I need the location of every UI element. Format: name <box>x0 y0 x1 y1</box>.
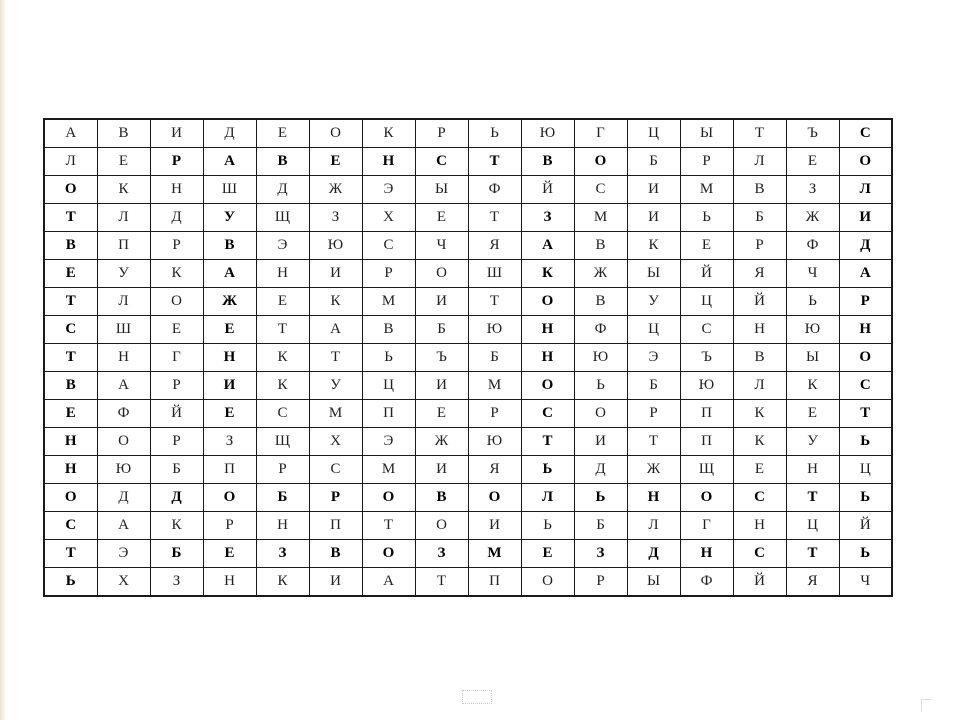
grid-cell[interactable]: Ю <box>97 456 150 484</box>
grid-cell[interactable]: Б <box>733 204 786 232</box>
grid-row <box>44 260 892 288</box>
grid-cell[interactable]: А <box>309 316 362 344</box>
grid-cell[interactable]: Й <box>521 176 574 204</box>
grid-cell[interactable]: Э <box>362 176 415 204</box>
grid-cell[interactable]: Э <box>362 428 415 456</box>
grid-cell[interactable]: Р <box>256 456 309 484</box>
grid-cell[interactable]: Д <box>839 232 892 260</box>
grid-cell[interactable]: Т <box>44 288 97 316</box>
grid-cell[interactable]: Т <box>627 428 680 456</box>
grid-cell[interactable]: Е <box>44 260 97 288</box>
grid-row <box>44 372 892 400</box>
grid-cell[interactable]: О <box>44 484 97 512</box>
grid-cell[interactable]: Е <box>733 456 786 484</box>
grid-cell[interactable]: Е <box>415 400 468 428</box>
grid-cell[interactable]: Ь <box>839 428 892 456</box>
grid-cell[interactable]: В <box>362 316 415 344</box>
grid-cell[interactable]: Ж <box>574 260 627 288</box>
grid-cell[interactable]: Е <box>786 400 839 428</box>
grid-cell[interactable]: Р <box>150 372 203 400</box>
grid-cell[interactable]: К <box>150 260 203 288</box>
grid-cell[interactable]: Д <box>97 484 150 512</box>
grid-cell[interactable]: К <box>362 119 415 148</box>
grid-cell[interactable]: Ю <box>786 316 839 344</box>
grid-cell[interactable]: Л <box>44 148 97 176</box>
grid-row <box>44 456 892 484</box>
grid-cell[interactable]: Х <box>362 204 415 232</box>
grid-cell[interactable]: О <box>309 119 362 148</box>
grid-cell[interactable]: Н <box>203 344 256 372</box>
grid-cell[interactable]: Ю <box>309 232 362 260</box>
grid-cell[interactable]: А <box>44 119 97 148</box>
grid-cell[interactable]: Ж <box>203 288 256 316</box>
grid-cell[interactable]: Н <box>521 316 574 344</box>
grid-cell[interactable]: Н <box>256 512 309 540</box>
grid-cell[interactable]: О <box>521 568 574 597</box>
grid-cell[interactable]: Э <box>256 232 309 260</box>
grid-cell[interactable]: Х <box>97 568 150 597</box>
grid-cell[interactable]: О <box>521 288 574 316</box>
grid-cell[interactable]: Я <box>468 456 521 484</box>
grid-cell[interactable]: С <box>309 456 362 484</box>
grid-row <box>44 484 892 512</box>
page-edge-decoration <box>0 0 6 720</box>
grid-cell[interactable]: Ю <box>574 344 627 372</box>
grid-cell[interactable]: Н <box>203 568 256 597</box>
grid-cell[interactable]: С <box>680 316 733 344</box>
grid-cell[interactable]: Н <box>680 540 733 568</box>
grid-cell[interactable]: О <box>415 512 468 540</box>
grid-row <box>44 176 892 204</box>
grid-cell[interactable]: Д <box>203 119 256 148</box>
grid-cell[interactable]: Х <box>309 428 362 456</box>
grid-cell[interactable]: О <box>574 400 627 428</box>
grid-cell[interactable]: Ш <box>97 316 150 344</box>
grid-cell[interactable]: Э <box>627 344 680 372</box>
grid-cell[interactable]: Ю <box>468 316 521 344</box>
grid-cell[interactable]: Д <box>627 540 680 568</box>
grid-cell[interactable]: С <box>256 400 309 428</box>
grid-cell[interactable]: Я <box>733 260 786 288</box>
grid-cell[interactable]: Б <box>627 148 680 176</box>
grid-cell[interactable]: В <box>256 148 309 176</box>
grid-cell[interactable]: Ч <box>415 232 468 260</box>
grid-cell[interactable]: Р <box>150 148 203 176</box>
grid-cell[interactable]: Г <box>150 344 203 372</box>
grid-cell[interactable]: К <box>733 428 786 456</box>
grid-cell[interactable]: Т <box>839 400 892 428</box>
grid-cell[interactable]: В <box>44 372 97 400</box>
grid-cell[interactable]: Ы <box>415 176 468 204</box>
grid-cell[interactable]: Н <box>733 512 786 540</box>
grid-cell[interactable]: Е <box>521 540 574 568</box>
grid-cell[interactable]: В <box>309 540 362 568</box>
grid-cell[interactable]: Л <box>627 512 680 540</box>
grid-cell[interactable]: Л <box>733 148 786 176</box>
grid-cell[interactable]: Е <box>97 148 150 176</box>
grid-row <box>44 344 892 372</box>
grid-cell[interactable]: Б <box>574 512 627 540</box>
grid-row <box>44 400 892 428</box>
grid-cell[interactable]: З <box>309 204 362 232</box>
grid-cell[interactable]: О <box>839 148 892 176</box>
grid-cell[interactable]: В <box>521 148 574 176</box>
grid-row <box>44 428 892 456</box>
grid-cell[interactable]: Т <box>733 119 786 148</box>
grid-cell[interactable]: Ф <box>574 316 627 344</box>
grid-cell[interactable]: З <box>256 540 309 568</box>
grid-cell[interactable]: Е <box>786 148 839 176</box>
grid-cell[interactable]: Д <box>150 204 203 232</box>
grid-cell[interactable]: С <box>574 176 627 204</box>
grid-cell[interactable]: И <box>627 204 680 232</box>
grid-cell[interactable]: Е <box>256 288 309 316</box>
grid-cell[interactable]: Т <box>44 540 97 568</box>
grid-cell[interactable]: Т <box>415 568 468 597</box>
grid-cell[interactable]: И <box>415 456 468 484</box>
grid-cell[interactable]: Д <box>150 484 203 512</box>
grid-cell[interactable]: Е <box>256 119 309 148</box>
grid-cell[interactable]: М <box>680 176 733 204</box>
grid-cell[interactable]: Ь <box>362 344 415 372</box>
grid-cell[interactable]: Ь <box>839 484 892 512</box>
grid-row <box>44 288 892 316</box>
grid-cell[interactable]: К <box>256 568 309 597</box>
grid-cell[interactable]: Т <box>256 316 309 344</box>
grid-cell[interactable]: Г <box>680 512 733 540</box>
grid-cell[interactable]: Ъ <box>415 344 468 372</box>
grid-cell[interactable]: Ж <box>627 456 680 484</box>
grid-cell[interactable]: З <box>415 540 468 568</box>
grid-cell[interactable]: Й <box>839 512 892 540</box>
grid-cell[interactable]: Ж <box>415 428 468 456</box>
grid-cell[interactable]: В <box>574 232 627 260</box>
grid-cell[interactable]: Р <box>150 428 203 456</box>
grid-cell[interactable]: Ь <box>574 484 627 512</box>
grid-cell[interactable]: О <box>362 484 415 512</box>
grid-cell[interactable]: Н <box>733 316 786 344</box>
grid-cell[interactable]: Р <box>150 232 203 260</box>
grid-cell[interactable]: К <box>97 176 150 204</box>
grid-cell[interactable]: К <box>733 400 786 428</box>
grid-cell[interactable]: С <box>733 540 786 568</box>
grid-cell[interactable]: Ж <box>309 176 362 204</box>
grid-cell[interactable]: С <box>44 316 97 344</box>
grid-row <box>44 316 892 344</box>
grid-cell[interactable]: Н <box>97 344 150 372</box>
grid-cell[interactable]: Ь <box>574 372 627 400</box>
grid-cell[interactable]: З <box>203 428 256 456</box>
grid-cell[interactable]: С <box>839 372 892 400</box>
grid-cell[interactable]: В <box>97 119 150 148</box>
grid-cell[interactable]: Т <box>468 204 521 232</box>
grid-cell[interactable]: Ъ <box>680 344 733 372</box>
grid-cell[interactable]: О <box>415 260 468 288</box>
grid-cell[interactable]: Н <box>362 148 415 176</box>
grid-cell[interactable]: Т <box>362 512 415 540</box>
grid-cell[interactable]: Е <box>203 400 256 428</box>
grid-cell[interactable]: М <box>574 204 627 232</box>
grid-cell[interactable]: У <box>786 428 839 456</box>
grid-cell[interactable]: Ц <box>627 316 680 344</box>
grid-cell[interactable]: И <box>415 288 468 316</box>
grid-cell[interactable]: К <box>786 372 839 400</box>
grid-cell[interactable]: Л <box>521 484 574 512</box>
grid-cell[interactable]: Е <box>203 316 256 344</box>
grid-cell[interactable]: Я <box>786 568 839 597</box>
grid-cell[interactable]: Ц <box>786 512 839 540</box>
grid-cell[interactable]: Е <box>415 204 468 232</box>
grid-cell[interactable]: Ь <box>521 456 574 484</box>
grid-cell[interactable]: Р <box>203 512 256 540</box>
grid-cell[interactable]: Ф <box>97 400 150 428</box>
grid-cell[interactable]: Е <box>203 540 256 568</box>
grid-cell[interactable]: Ц <box>362 372 415 400</box>
grid-cell[interactable]: В <box>44 232 97 260</box>
grid-row <box>44 540 892 568</box>
grid-cell[interactable]: Э <box>97 540 150 568</box>
grid-cell[interactable]: И <box>468 512 521 540</box>
grid-cell[interactable]: П <box>203 456 256 484</box>
grid-cell[interactable]: Н <box>256 260 309 288</box>
grid-cell[interactable]: М <box>362 456 415 484</box>
grid-cell[interactable]: О <box>362 540 415 568</box>
grid-cell[interactable]: О <box>468 484 521 512</box>
grid-cell[interactable]: Ч <box>839 568 892 597</box>
grid-cell[interactable]: А <box>203 260 256 288</box>
grid-cell[interactable]: Й <box>680 260 733 288</box>
grid-cell[interactable]: Ю <box>521 119 574 148</box>
grid-cell[interactable]: Л <box>733 372 786 400</box>
grid-cell[interactable]: И <box>309 568 362 597</box>
grid-cell[interactable]: Ы <box>786 344 839 372</box>
grid-cell[interactable]: Т <box>521 428 574 456</box>
grid-cell[interactable]: Ь <box>839 540 892 568</box>
grid-cell[interactable]: П <box>468 568 521 597</box>
grid-cell[interactable]: Л <box>97 204 150 232</box>
grid-cell[interactable]: Л <box>97 288 150 316</box>
grid-cell[interactable]: А <box>203 148 256 176</box>
grid-cell[interactable]: Ц <box>839 456 892 484</box>
grid-cell[interactable]: Ы <box>627 260 680 288</box>
grid-cell[interactable]: М <box>468 372 521 400</box>
grid-cell[interactable]: А <box>839 260 892 288</box>
grid-cell[interactable]: Т <box>786 540 839 568</box>
grid-cell[interactable]: Б <box>415 316 468 344</box>
grid-cell[interactable]: Р <box>627 400 680 428</box>
grid-cell[interactable]: Ю <box>680 372 733 400</box>
grid-cell[interactable]: А <box>362 568 415 597</box>
grid-row <box>44 148 892 176</box>
grid-row <box>44 568 892 597</box>
grid-cell[interactable]: А <box>97 512 150 540</box>
grid-cell[interactable]: П <box>309 512 362 540</box>
grid-cell[interactable]: Е <box>309 148 362 176</box>
grid-cell[interactable]: Ы <box>627 568 680 597</box>
grid-cell[interactable]: Н <box>786 456 839 484</box>
grid-cell[interactable]: У <box>203 204 256 232</box>
grid-cell[interactable]: О <box>203 484 256 512</box>
grid-cell[interactable]: М <box>468 540 521 568</box>
grid-cell[interactable]: Щ <box>680 456 733 484</box>
grid-cell[interactable]: Б <box>150 456 203 484</box>
grid-cell[interactable]: Р <box>680 148 733 176</box>
grid-cell[interactable]: И <box>839 204 892 232</box>
grid-cell[interactable]: Ь <box>468 119 521 148</box>
grid-cell[interactable]: Ч <box>786 260 839 288</box>
grid-cell[interactable]: З <box>150 568 203 597</box>
grid-cell[interactable]: С <box>521 400 574 428</box>
grid-cell[interactable]: Щ <box>256 428 309 456</box>
corner-page-mark <box>921 699 932 712</box>
grid-cell[interactable]: Б <box>150 540 203 568</box>
grid-cell[interactable]: Ь <box>521 512 574 540</box>
grid-cell[interactable]: Н <box>627 484 680 512</box>
grid-cell[interactable]: С <box>44 512 97 540</box>
grid-cell[interactable]: Т <box>468 148 521 176</box>
grid-cell[interactable]: О <box>150 288 203 316</box>
grid-cell[interactable]: С <box>733 484 786 512</box>
grid-cell[interactable]: Ы <box>680 119 733 148</box>
grid-cell[interactable]: Р <box>733 232 786 260</box>
word-search-puzzle <box>43 118 893 590</box>
grid-cell[interactable]: П <box>680 400 733 428</box>
grid-cell[interactable]: Щ <box>256 204 309 232</box>
grid-cell[interactable]: У <box>309 372 362 400</box>
grid-cell[interactable]: К <box>150 512 203 540</box>
grid-cell[interactable]: И <box>415 372 468 400</box>
grid-cell[interactable]: Б <box>256 484 309 512</box>
grid-cell[interactable]: Ю <box>468 428 521 456</box>
grid-cell[interactable]: Б <box>468 344 521 372</box>
grid-row <box>44 204 892 232</box>
grid-cell[interactable]: Е <box>44 400 97 428</box>
grid-cell[interactable]: Т <box>468 288 521 316</box>
grid-cell[interactable]: Т <box>44 204 97 232</box>
grid-cell[interactable]: Н <box>521 344 574 372</box>
grid-cell[interactable]: П <box>362 400 415 428</box>
word-search-grid-body <box>44 119 892 596</box>
grid-cell[interactable]: Е <box>680 232 733 260</box>
grid-cell[interactable]: Д <box>574 456 627 484</box>
grid-row <box>44 232 892 260</box>
grid-cell[interactable]: В <box>733 344 786 372</box>
grid-cell[interactable]: Р <box>415 119 468 148</box>
grid-cell[interactable]: Р <box>839 288 892 316</box>
grid-cell[interactable]: Е <box>150 316 203 344</box>
word-search-grid <box>43 118 893 597</box>
grid-cell[interactable]: Р <box>362 260 415 288</box>
grid-cell[interactable]: С <box>362 232 415 260</box>
grid-cell[interactable]: Ш <box>203 176 256 204</box>
grid-cell[interactable]: Р <box>574 568 627 597</box>
grid-cell[interactable]: Ц <box>680 288 733 316</box>
grid-cell[interactable]: И <box>627 176 680 204</box>
grid-cell[interactable]: Ь <box>680 204 733 232</box>
grid-row <box>44 119 892 148</box>
grid-cell[interactable]: Й <box>733 568 786 597</box>
grid-cell[interactable]: К <box>309 288 362 316</box>
grid-cell[interactable]: М <box>362 288 415 316</box>
grid-cell[interactable]: И <box>150 119 203 148</box>
grid-cell[interactable]: В <box>203 232 256 260</box>
grid-cell[interactable]: Ъ <box>786 119 839 148</box>
grid-cell[interactable]: И <box>309 260 362 288</box>
grid-cell[interactable]: Р <box>309 484 362 512</box>
grid-cell[interactable]: Л <box>839 176 892 204</box>
grid-cell[interactable]: П <box>680 428 733 456</box>
grid-cell[interactable]: В <box>733 176 786 204</box>
grid-cell[interactable]: Й <box>150 400 203 428</box>
grid-cell[interactable]: О <box>839 344 892 372</box>
grid-cell[interactable]: К <box>521 260 574 288</box>
grid-cell[interactable]: Н <box>44 428 97 456</box>
grid-cell[interactable]: У <box>627 288 680 316</box>
grid-cell[interactable]: Т <box>309 344 362 372</box>
grid-cell[interactable]: З <box>574 540 627 568</box>
grid-cell[interactable]: П <box>97 232 150 260</box>
grid-cell[interactable]: Я <box>468 232 521 260</box>
grid-cell[interactable]: З <box>786 176 839 204</box>
grid-cell[interactable]: Й <box>733 288 786 316</box>
grid-cell[interactable]: Ц <box>627 119 680 148</box>
grid-cell[interactable]: О <box>574 148 627 176</box>
grid-cell[interactable]: О <box>680 484 733 512</box>
grid-cell[interactable]: Ж <box>786 204 839 232</box>
grid-cell[interactable]: Ф <box>786 232 839 260</box>
footer-stamp-mark <box>462 690 492 704</box>
grid-cell[interactable]: З <box>521 204 574 232</box>
grid-cell[interactable]: К <box>256 344 309 372</box>
grid-cell[interactable]: Р <box>468 400 521 428</box>
grid-cell[interactable]: Н <box>839 316 892 344</box>
grid-cell[interactable]: Т <box>44 344 97 372</box>
grid-cell[interactable]: Ь <box>44 568 97 597</box>
grid-row <box>44 512 892 540</box>
grid-cell[interactable]: А <box>521 232 574 260</box>
grid-cell[interactable]: С <box>839 119 892 148</box>
grid-cell[interactable]: Б <box>627 372 680 400</box>
grid-cell[interactable]: Ш <box>468 260 521 288</box>
grid-cell[interactable]: М <box>309 400 362 428</box>
grid-cell[interactable]: Т <box>786 484 839 512</box>
grid-cell[interactable]: В <box>574 288 627 316</box>
grid-cell[interactable]: И <box>574 428 627 456</box>
grid-cell[interactable]: Н <box>44 456 97 484</box>
grid-cell[interactable]: К <box>627 232 680 260</box>
grid-cell[interactable]: У <box>97 260 150 288</box>
grid-cell[interactable]: В <box>415 484 468 512</box>
grid-cell[interactable]: К <box>256 372 309 400</box>
grid-cell[interactable]: О <box>521 372 574 400</box>
grid-cell[interactable]: О <box>44 176 97 204</box>
grid-cell[interactable]: А <box>97 372 150 400</box>
grid-cell[interactable]: О <box>97 428 150 456</box>
grid-cell[interactable]: Ф <box>468 176 521 204</box>
grid-cell[interactable]: Н <box>150 176 203 204</box>
grid-cell[interactable]: Ь <box>786 288 839 316</box>
grid-cell[interactable]: С <box>415 148 468 176</box>
grid-cell[interactable]: Ф <box>680 568 733 597</box>
grid-cell[interactable]: Г <box>574 119 627 148</box>
grid-cell[interactable]: Д <box>256 176 309 204</box>
grid-cell[interactable]: И <box>203 372 256 400</box>
